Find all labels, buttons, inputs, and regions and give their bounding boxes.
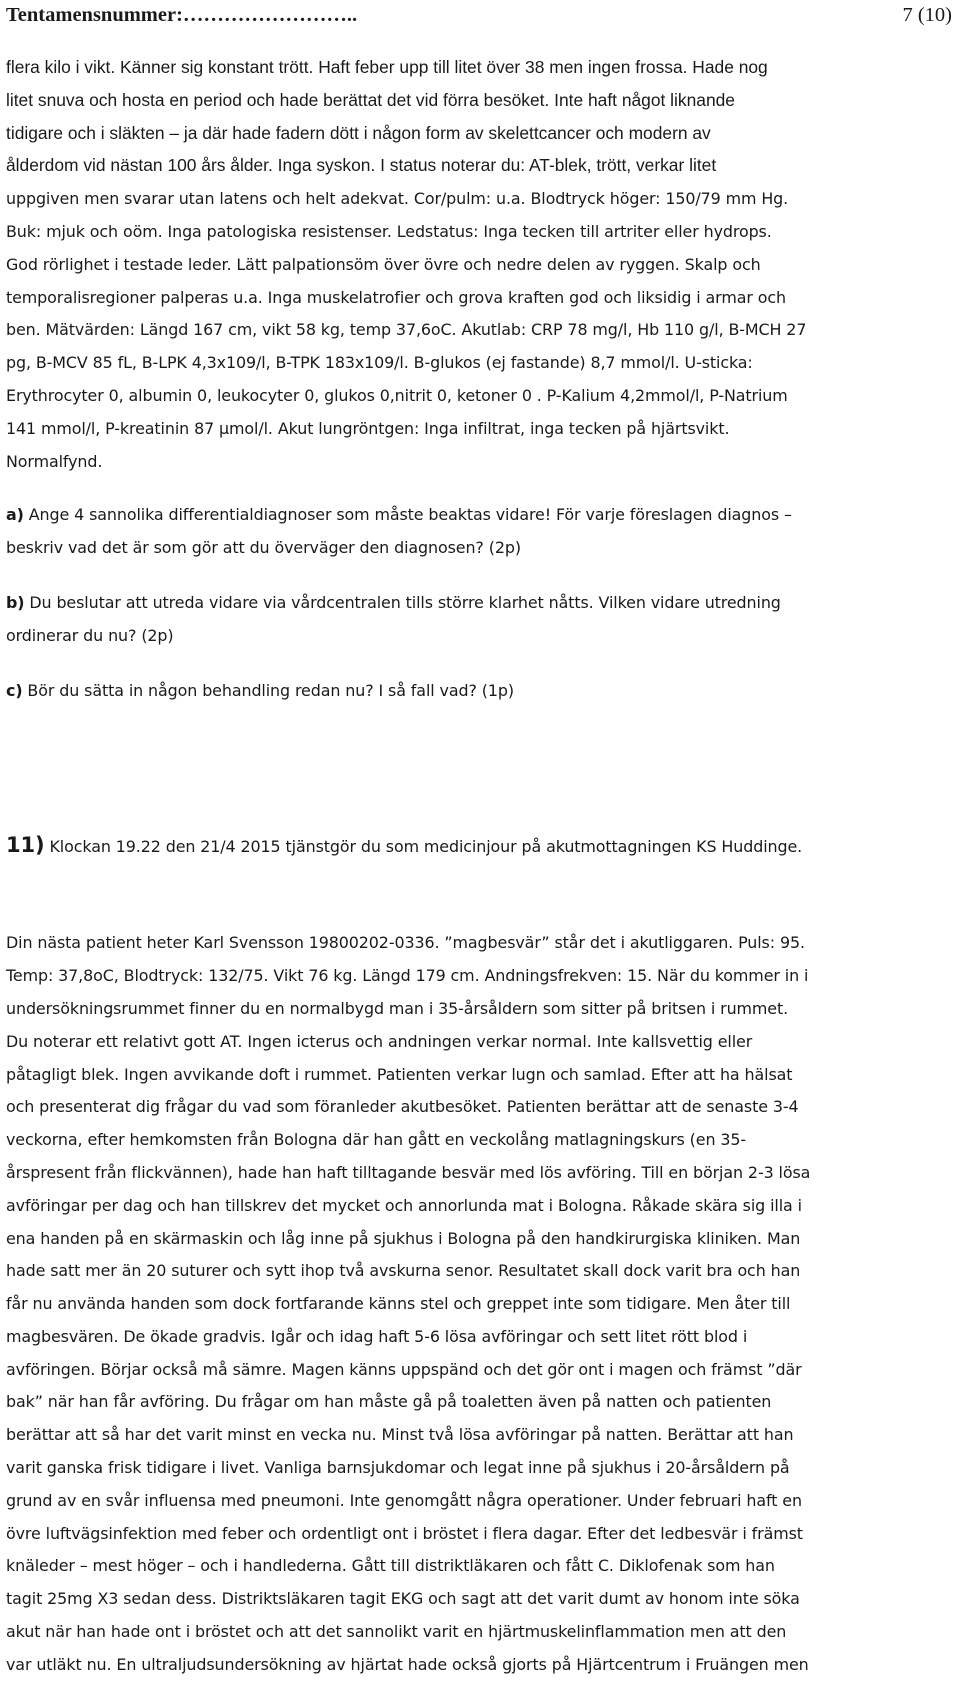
intro-line-text: 141 mmol/l, P-kreatinin 87 µmol/l. Akut lungröntgen: Inga infiltrat, inga tecken på hjärtsvikt. bbox=[6, 418, 730, 438]
intro-line bbox=[6, 313, 956, 346]
question-text: beskriv vad det är som gör att du överväger den diagnosen? (2p) bbox=[6, 538, 521, 558]
question-line bbox=[6, 675, 956, 708]
question-line bbox=[6, 532, 956, 565]
case-11-line: akut när han hade ont i bröstet och att det sannolikt varit en hjärtmuskelinflammation men att den bbox=[6, 1622, 787, 1642]
case-11-line: Din nästa patient heter Karl Svensson 19800202-0336. ”magbesvär” står det i akutliggaren. Puls: 95. bbox=[6, 933, 805, 953]
intro-line-text: I status noterar du: AT-blek, trött, verkar litet bbox=[380, 155, 717, 176]
intro-line-text: uppgiven men svarar utan latens och helt adekvat. Cor/pulm: u.a. Blodtryck höger: 150/79 mm Hg. bbox=[6, 189, 789, 209]
question-line bbox=[6, 587, 956, 620]
case-11-line: Du noterar ett relativt gott AT. Ingen icterus och andningen verkar normal. Inte kallsvettig eller bbox=[6, 1031, 753, 1051]
intro-line bbox=[6, 281, 956, 314]
intro-line-text: Buk: mjuk och oöm. Inga patologiska resistenser. Ledstatus: Inga tecken till artriter eller hydrops. bbox=[6, 221, 772, 241]
question-a bbox=[6, 499, 956, 565]
case-11-line: grund av en svår influensa med pneumoni. Inte genomgått några operationer. Under februari haft en bbox=[6, 1490, 802, 1510]
intro-line bbox=[6, 182, 956, 215]
case-11-line: årspresent från flickvännen), hade han haft tilltagande besvär med lös avföring. Till en början 2-3 lösa bbox=[6, 1162, 811, 1182]
case-11-line: hade satt mer än 20 suturer och sytt ihop två avskurna senor. Resultatet skall dock varit bra och han bbox=[6, 1261, 801, 1281]
page-number: 7 (10) bbox=[902, 4, 952, 26]
document-body bbox=[6, 51, 956, 1682]
question-label: b) bbox=[6, 592, 25, 612]
intro-line bbox=[6, 379, 956, 412]
intro-line-text: temporalisregioner palperas u.a. Inga muskelatrofier och grova kraften god och liksidig i armar och bbox=[6, 287, 786, 307]
question-text: ordinerar du nu? (2p) bbox=[6, 625, 174, 645]
case-11-line: undersökningsrummet finner du en normalbygd man i 35-årsåldern som sitter på britsen i rummet. bbox=[6, 998, 789, 1018]
question-label: a) bbox=[6, 505, 24, 525]
case-11-line: avföringar per dag och han tillskrev det mycket och annorlunda mat i Bologna. Råkade skära sig illa i bbox=[6, 1195, 802, 1215]
case-11-line: övre luftvägsinfektion med feber och ordentligt ont i bröstet i flera dagar. Efter det ledbesvär i främst bbox=[6, 1523, 803, 1543]
exam-number-label: Tentamensnummer:…………………….. bbox=[6, 4, 358, 26]
case-11-line: Temp: 37,8oC, Blodtryck: 132/75. Vikt 76 kg. Längd 179 cm. Andningsfrekven: 15. När du kommer in i bbox=[6, 966, 809, 986]
intro-line-text: litet snuva och hosta en period och hade berättat det vid förra besöket. Inte haft något liknande bbox=[6, 89, 735, 110]
intro-line bbox=[6, 149, 956, 182]
case-11-line: veckorna, efter hemkomsten från Bologna där han gått en veckolång matlagningskurs (en 35- bbox=[6, 1130, 747, 1150]
question-line bbox=[6, 620, 956, 653]
question-b bbox=[6, 587, 956, 653]
question-list bbox=[6, 499, 956, 707]
case-intro-paragraph bbox=[6, 51, 956, 477]
case-11-line: får nu använda handen som dock fortfarande känns stel och greppet inte som tidigare. Men åter till bbox=[6, 1294, 791, 1314]
case-11-line: ena handen på en skärmaskin och låg inne på sjukhus i Bologna på den handkirurgiska kliniken. Man bbox=[6, 1228, 801, 1248]
case-11-first-line-text: Klockan 19.22 den 21/4 2015 tjänstgör du som medicinjour på akutmottagningen KS Huddinge. bbox=[44, 836, 803, 856]
intro-line-text: flera kilo i vikt. Känner sig konstant trött. Haft feber upp till litet över 38 men ingen frossa. Hade nog bbox=[6, 57, 768, 77]
case-11-number: 11) bbox=[6, 832, 45, 857]
intro-line bbox=[6, 445, 956, 478]
case-11-line: magbesvären. De ökade gradvis. Igår och idag haft 5-6 lösa avföringar och sett litet rött blod i bbox=[6, 1326, 748, 1346]
intro-line-text: tidigare och i släkten – ja där hade fadern dött i någon form av skelettcancer och modern av bbox=[6, 122, 711, 143]
question-text: Ange 4 sannolika differentialdiagnoser som måste beaktas vidare! För varje föreslagen diagnos – bbox=[23, 505, 792, 525]
case-11-line: påtagligt blek. Ingen avvikande doft i rummet. Patienten verkar lugn och samlad. Efter att ha hälsat bbox=[6, 1064, 793, 1084]
question-c bbox=[6, 675, 956, 708]
question-text: Du beslutar att utreda vidare via vårdcentralen tills större klarhet nåtts. Vilken vidare utredning bbox=[24, 592, 781, 612]
intro-line-text: ben. Mätvärden: Längd 167 cm, vikt 58 kg, temp 37,6oC. Akutlab: CRP 78 mg/l, Hb 110 g/l, B-MCH 27 bbox=[6, 320, 807, 340]
intro-line bbox=[6, 412, 956, 445]
case-11-line: var utläkt nu. En ultraljudsundersökning av hjärtat hade också gjorts på Hjärtcentrum i Fruängen men bbox=[6, 1654, 809, 1674]
case-11-line: tagit 25mg X3 sedan dess. Distriktsläkaren tagit EKG och sagt att det varit dumt av honom inte söka bbox=[6, 1589, 800, 1609]
page-header bbox=[6, 2, 952, 28]
intro-line-text: ålderdom vid nästan 100 års ålder. Inga syskon. bbox=[6, 155, 381, 176]
question-text: Bör du sätta in någon behandling redan nu? I så fall vad? (1p) bbox=[22, 680, 514, 700]
case-11-line: avföringen. Börjar också må sämre. Magen känns uppspänd och det gör ont i magen och främst ”där bbox=[6, 1359, 802, 1379]
intro-line-text: Erythrocyter 0, albumin 0, leukocyter 0, glukos 0,nitrit 0, ketoner 0 . P-Kalium 4,2mmol/l, P-Natrium bbox=[6, 385, 788, 405]
case-11-line: varit ganska frisk tidigare i livet. Vanliga barnsjukdomar och legat inne på sjukhus i 20-årsåldern på bbox=[6, 1458, 790, 1478]
case-11-line: knäleder – mest höger – och i handlederna. Gått till distriktläkaren och fått C. Diklofenak som han bbox=[6, 1556, 775, 1576]
case-11-line: berättar att så har det varit minst en vecka nu. Minst två lösa avföringar på natten. Berättar att han bbox=[6, 1425, 794, 1445]
intro-line bbox=[6, 84, 956, 117]
intro-line-text: Normalfynd. bbox=[6, 451, 103, 471]
intro-line bbox=[6, 51, 956, 84]
intro-line bbox=[6, 346, 956, 379]
question-line bbox=[6, 499, 956, 532]
case-11-line: bak” när han får avföring. Du frågar om han måste gå på toaletten även på natten och patienten bbox=[6, 1392, 772, 1412]
question-label: c) bbox=[6, 680, 23, 700]
intro-line-text: pg, B-MCV 85 fL, B-LPK 4,3x109/l, B-TPK 183x109/l. B-glukos (ej fastande) 8,7 mmol/l. U-sticka: bbox=[6, 353, 753, 373]
intro-line bbox=[6, 248, 956, 281]
intro-line bbox=[6, 215, 956, 248]
case-11-first-line bbox=[6, 829, 956, 862]
intro-line bbox=[6, 117, 956, 150]
intro-line-text: God rörlighet i testade leder. Lätt palpationsöm över övre och nedre delen av ryggen. Skalp och bbox=[6, 254, 761, 274]
case-11-line: och presenterat dig frågar du vad som föranleder akutbesöket. Patienten berättar att de senaste 3-4 bbox=[6, 1097, 799, 1117]
case-11-paragraph bbox=[6, 763, 956, 1681]
